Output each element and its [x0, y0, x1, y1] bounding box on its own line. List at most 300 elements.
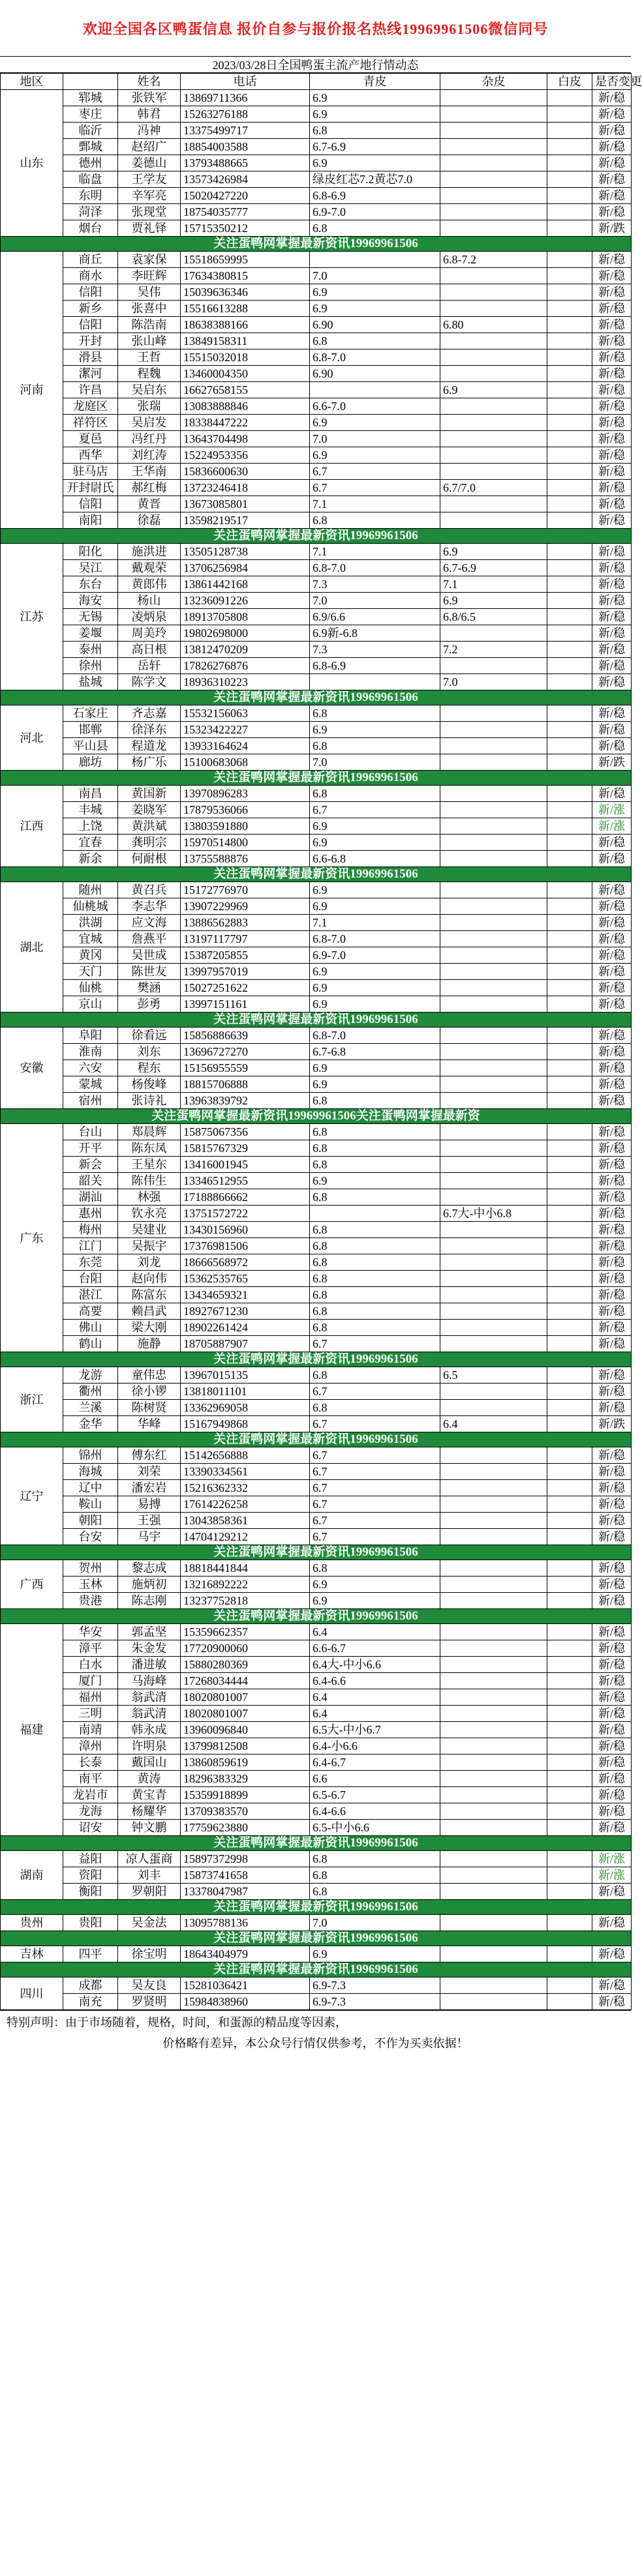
- phone-cell[interactable]: 13860859619: [181, 1754, 310, 1771]
- city-cell: 宜城: [63, 931, 118, 947]
- phone-cell[interactable]: 13362969058: [181, 1400, 310, 1416]
- phone-cell[interactable]: 15518659995: [181, 252, 310, 268]
- phone-cell[interactable]: 18936310223: [181, 674, 310, 690]
- phone-cell[interactable]: 18705887907: [181, 1336, 310, 1352]
- name-cell: 陈志刚: [118, 1593, 181, 1609]
- white-price-cell: [547, 1076, 592, 1093]
- mixed-price-cell: [440, 851, 547, 867]
- section-banner: [1, 771, 632, 786]
- phone-cell[interactable]: 13083888846: [181, 398, 310, 415]
- phone-cell[interactable]: 15715350212: [181, 220, 310, 237]
- table-row: [1, 1624, 632, 1640]
- phone-cell[interactable]: 13970896283: [181, 786, 310, 802]
- city-cell: 夏邑: [63, 431, 118, 447]
- phone-cell[interactable]: 18818441844: [181, 1560, 310, 1577]
- white-price-cell: [547, 851, 592, 867]
- mixed-price-cell: [440, 415, 547, 431]
- name-cell: 程道龙: [118, 738, 181, 754]
- white-price-cell: [547, 1738, 592, 1754]
- mixed-price-cell: [440, 1803, 547, 1820]
- table-row: [1, 1640, 632, 1657]
- white-price-cell: [547, 1189, 592, 1206]
- mixed-price-cell: [440, 1593, 547, 1609]
- green-price-cell: 6.7: [310, 1480, 440, 1496]
- phone-cell[interactable]: 15172776970: [181, 882, 310, 898]
- mixed-price-cell: [440, 1303, 547, 1320]
- phone-cell[interactable]: 13598219517: [181, 512, 310, 529]
- col-region: 地区: [1, 74, 63, 90]
- name-cell: 王学友: [118, 171, 181, 188]
- phone-cell[interactable]: 18020801007: [181, 1706, 310, 1722]
- phone-cell[interactable]: 15027251622: [181, 980, 310, 996]
- white-price-cell: [547, 1977, 592, 1994]
- region-cell: 江苏: [1, 544, 63, 690]
- table-row: [1, 802, 632, 818]
- phone-cell[interactable]: 13793488665: [181, 155, 310, 171]
- status-cell: 新/稳: [592, 544, 632, 560]
- phone-cell[interactable]: 17879536066: [181, 802, 310, 818]
- section-banner-text: 关注蛋鸭网掌握最新资讯19969961506: [1, 1432, 632, 1447]
- section-banner-text: 关注蛋鸭网掌握最新资讯19969961506: [1, 867, 632, 882]
- name-cell: 龚明宗: [118, 835, 181, 851]
- city-cell: 朝阳: [63, 1513, 118, 1529]
- region-cell: 湖北: [1, 882, 63, 1013]
- status-cell: 新/稳: [592, 204, 632, 220]
- status-cell: 新/稳: [592, 1884, 632, 1900]
- phone-cell[interactable]: 15875067356: [181, 1124, 310, 1140]
- mixed-price-cell: [440, 722, 547, 738]
- white-price-cell: [547, 252, 592, 268]
- table-row: [1, 1416, 632, 1432]
- phone-cell[interactable]: 15387205855: [181, 947, 310, 964]
- phone-cell[interactable]: 16627658155: [181, 382, 310, 398]
- mixed-price-cell: [440, 1336, 547, 1352]
- name-cell: 徐宝明: [118, 1946, 181, 1962]
- city-cell: 贵阳: [63, 1915, 118, 1931]
- table-row: [1, 1173, 632, 1189]
- phone-cell[interactable]: 13960096840: [181, 1722, 310, 1738]
- mixed-price-cell: [440, 1238, 547, 1254]
- phone-cell[interactable]: 13709383570: [181, 1803, 310, 1820]
- phone-cell[interactable]: 18754035777: [181, 204, 310, 220]
- table-row: [1, 1513, 632, 1529]
- name-cell: 施炳初: [118, 1577, 181, 1593]
- region-cell: 广西: [1, 1560, 63, 1609]
- phone-cell[interactable]: 13799812508: [181, 1738, 310, 1754]
- mixed-price-cell: [440, 268, 547, 284]
- green-price-cell: 6.4-小6.6: [310, 1738, 440, 1754]
- phone-cell[interactable]: 13933164624: [181, 738, 310, 754]
- white-price-cell: [547, 705, 592, 722]
- table-row: [1, 625, 632, 642]
- phone-cell[interactable]: 13237752818: [181, 1593, 310, 1609]
- mixed-price-cell: [440, 1140, 547, 1157]
- city-cell: 诏安: [63, 1820, 118, 1836]
- mixed-price-cell: [440, 1884, 547, 1900]
- mixed-price-cell: [440, 1157, 547, 1173]
- phone-cell[interactable]: 13416001945: [181, 1157, 310, 1173]
- status-cell: 新/稳: [592, 1367, 632, 1384]
- white-price-cell: [547, 464, 592, 480]
- phone-cell[interactable]: 13963839792: [181, 1093, 310, 1109]
- phone-cell[interactable]: 15362535765: [181, 1271, 310, 1287]
- phone-cell[interactable]: 17634380815: [181, 268, 310, 284]
- status-cell: 新/稳: [592, 1624, 632, 1640]
- mixed-price-cell: [440, 1287, 547, 1303]
- status-cell: 新/稳: [592, 1577, 632, 1593]
- city-cell: 益阳: [63, 1851, 118, 1867]
- mixed-price-cell: [440, 931, 547, 947]
- phone-cell[interactable]: 13755588876: [181, 851, 310, 867]
- phone-cell[interactable]: 13643704498: [181, 431, 310, 447]
- phone-cell[interactable]: 13812470209: [181, 642, 310, 658]
- mixed-price-cell: [440, 284, 547, 301]
- phone-cell[interactable]: 13378047987: [181, 1884, 310, 1900]
- table-row: [1, 220, 632, 237]
- region-cell: 广东: [1, 1124, 63, 1352]
- status-cell: 新/稳: [592, 155, 632, 171]
- white-price-cell: [547, 1640, 592, 1657]
- mixed-price-cell: [440, 1560, 547, 1577]
- name-cell: 贾礼铎: [118, 220, 181, 237]
- phone-cell[interactable]: 15359918899: [181, 1787, 310, 1803]
- phone-cell[interactable]: 15359662357: [181, 1624, 310, 1640]
- phone-cell[interactable]: 13861442168: [181, 576, 310, 593]
- phone-cell[interactable]: 13751572722: [181, 1206, 310, 1222]
- city-cell: 龙庭区: [63, 398, 118, 415]
- table-row: [1, 851, 632, 867]
- phone-cell[interactable]: 13967015135: [181, 1367, 310, 1384]
- city-cell: 东明: [63, 188, 118, 204]
- status-cell: 新/稳: [592, 1657, 632, 1673]
- phone-cell[interactable]: 18020801007: [181, 1689, 310, 1706]
- status-cell: 新/稳: [592, 480, 632, 496]
- green-price-cell: 6.9新-6.8: [310, 625, 440, 642]
- phone-cell[interactable]: 13460004350: [181, 366, 310, 382]
- phone-cell[interactable]: 15897372998: [181, 1851, 310, 1867]
- phone-cell[interactable]: 13706256984: [181, 560, 310, 576]
- phone-cell[interactable]: 18338447222: [181, 415, 310, 431]
- phone-cell[interactable]: 13375499717: [181, 123, 310, 139]
- name-cell: 赖昌武: [118, 1303, 181, 1320]
- table-row: [1, 512, 632, 529]
- table-row: [1, 1722, 632, 1738]
- phone-cell[interactable]: 18815706888: [181, 1076, 310, 1093]
- phone-cell[interactable]: 13236091226: [181, 593, 310, 609]
- phone-cell[interactable]: 13696727270: [181, 1044, 310, 1060]
- white-price-cell: [547, 609, 592, 625]
- green-price-cell: 6.9: [310, 284, 440, 301]
- status-cell: 新/稳: [592, 1028, 632, 1044]
- phone-cell[interactable]: 15156955559: [181, 1060, 310, 1076]
- white-price-cell: [547, 1529, 592, 1545]
- table-row: [1, 1320, 632, 1336]
- phone-cell[interactable]: 13886562883: [181, 915, 310, 931]
- table-row: [1, 1560, 632, 1577]
- phone-cell[interactable]: 14704129212: [181, 1529, 310, 1545]
- table-row: [1, 1915, 632, 1931]
- name-cell: 郑晨辉: [118, 1124, 181, 1140]
- phone-cell[interactable]: 18638388166: [181, 317, 310, 333]
- section-banner: [1, 1609, 632, 1624]
- phone-cell[interactable]: 15984838960: [181, 1994, 310, 2010]
- phone-cell[interactable]: 15216362332: [181, 1480, 310, 1496]
- phone-cell[interactable]: 15039636346: [181, 284, 310, 301]
- status-cell: 新/稳: [592, 333, 632, 349]
- city-cell: 龙岩市: [63, 1787, 118, 1803]
- green-price-cell: 6.9: [310, 1060, 440, 1076]
- city-cell: 姜堰: [63, 625, 118, 642]
- green-price-cell: 6.9: [310, 415, 440, 431]
- status-cell: 新/稳: [592, 1496, 632, 1513]
- phone-cell[interactable]: 13390334561: [181, 1464, 310, 1480]
- mixed-price-cell: 7.1: [440, 576, 547, 593]
- table-row: [1, 317, 632, 333]
- city-cell: 随州: [63, 882, 118, 898]
- name-cell: 黄宝青: [118, 1787, 181, 1803]
- phone-cell[interactable]: 15281036421: [181, 1977, 310, 1994]
- phone-cell[interactable]: 15515032018: [181, 349, 310, 366]
- green-price-cell: 6.8: [310, 1851, 440, 1867]
- green-price-cell: 6.8: [310, 786, 440, 802]
- phone-cell[interactable]: 15142656888: [181, 1447, 310, 1464]
- name-cell: 刘丰: [118, 1867, 181, 1884]
- phone-cell[interactable]: 18854003588: [181, 139, 310, 155]
- green-price-cell: 7.3: [310, 642, 440, 658]
- region-cell: 河南: [1, 252, 63, 529]
- status-cell: 新/稳: [592, 642, 632, 658]
- section-banner-text: 关注蛋鸭网掌握最新资讯19969961506: [1, 1962, 632, 1977]
- status-cell: 新/稳: [592, 738, 632, 754]
- phone-cell[interactable]: 18913705808: [181, 609, 310, 625]
- mixed-price-cell: [440, 705, 547, 722]
- mixed-price-cell: [440, 1787, 547, 1803]
- phone-cell[interactable]: 13095788136: [181, 1915, 310, 1931]
- phone-cell[interactable]: 13216892222: [181, 1577, 310, 1593]
- city-cell: 鄄城: [63, 139, 118, 155]
- mixed-price-cell: [440, 90, 547, 106]
- table-row: [1, 398, 632, 415]
- green-price-cell: 6.8-7.0: [310, 1028, 440, 1044]
- table-row: [1, 1851, 632, 1867]
- phone-cell[interactable]: 13197117797: [181, 931, 310, 947]
- status-cell: 新/稳: [592, 1384, 632, 1400]
- city-cell: 漳平: [63, 1640, 118, 1657]
- phone-cell[interactable]: 13723246418: [181, 480, 310, 496]
- phone-cell[interactable]: 17268034444: [181, 1673, 310, 1689]
- table-row: [1, 1384, 632, 1400]
- city-cell: 金华: [63, 1416, 118, 1432]
- phone-cell[interactable]: 17759623880: [181, 1820, 310, 1836]
- table-row: [1, 1529, 632, 1545]
- table-row: [1, 90, 632, 106]
- table-row: [1, 1044, 632, 1060]
- phone-cell[interactable]: 15880280369: [181, 1657, 310, 1673]
- phone-cell[interactable]: 18902261424: [181, 1320, 310, 1336]
- phone-cell[interactable]: 13997957019: [181, 964, 310, 980]
- phone-cell[interactable]: 18296383329: [181, 1771, 310, 1787]
- phone-cell[interactable]: 13818011101: [181, 1384, 310, 1400]
- white-price-cell: [547, 382, 592, 398]
- phone-cell[interactable]: 13849158311: [181, 333, 310, 349]
- name-cell: 张铁军: [118, 90, 181, 106]
- name-cell: 王星东: [118, 1157, 181, 1173]
- city-cell: 蒙城: [63, 1076, 118, 1093]
- name-cell: 黄涛: [118, 1771, 181, 1787]
- status-cell: 新/稳: [592, 1400, 632, 1416]
- phone-cell[interactable]: 13346512955: [181, 1173, 310, 1189]
- status-cell: 新/稳: [592, 996, 632, 1013]
- status-cell: 新/稳: [592, 1238, 632, 1254]
- green-price-cell: 6.7: [310, 1464, 440, 1480]
- green-price-cell: [310, 252, 440, 268]
- phone-cell[interactable]: 15873741658: [181, 1867, 310, 1884]
- name-cell: 陈东凤: [118, 1140, 181, 1157]
- phone-cell[interactable]: 19802698000: [181, 625, 310, 642]
- status-cell: 新/稳: [592, 609, 632, 625]
- phone-cell[interactable]: 15970514800: [181, 835, 310, 851]
- green-price-cell: 6.8-6.9: [310, 658, 440, 674]
- status-cell: 新/稳: [592, 447, 632, 464]
- mixed-price-cell: [440, 447, 547, 464]
- green-price-cell: 6.7-6.9: [310, 139, 440, 155]
- green-price-cell: 6.7: [310, 480, 440, 496]
- city-cell: 商丘: [63, 252, 118, 268]
- phone-cell[interactable]: 13869711366: [181, 90, 310, 106]
- phone-cell[interactable]: 17614226258: [181, 1496, 310, 1513]
- header-banner: [0, 0, 631, 57]
- green-price-cell: 6.8: [310, 220, 440, 237]
- phone-cell[interactable]: 15836600630: [181, 464, 310, 480]
- footer-line-1: 特别声明：由于市场随着，规格，时间，和蛋源的精品度等因素，: [7, 2016, 347, 2029]
- phone-cell[interactable]: 13907229969: [181, 898, 310, 915]
- table-row: [1, 1189, 632, 1206]
- table-row: [1, 382, 632, 398]
- phone-cell[interactable]: 15100683068: [181, 754, 310, 771]
- white-price-cell: [547, 1173, 592, 1189]
- white-price-cell: [547, 1336, 592, 1352]
- green-price-cell: 6.9: [310, 447, 440, 464]
- phone-cell[interactable]: 13673085801: [181, 496, 310, 512]
- city-cell: 东莞: [63, 1254, 118, 1271]
- name-cell: 张诗礼: [118, 1093, 181, 1109]
- city-cell: 新乡: [63, 301, 118, 317]
- phone-cell[interactable]: 18666568972: [181, 1254, 310, 1271]
- table-row: [1, 674, 632, 690]
- green-price-cell: 6.9: [310, 882, 440, 898]
- region-cell: 辽宁: [1, 1447, 63, 1545]
- table-row: [1, 1689, 632, 1706]
- green-price-cell: 6.9-7.0: [310, 947, 440, 964]
- phone-cell[interactable]: 18927671230: [181, 1303, 310, 1320]
- green-price-cell: [310, 1206, 440, 1222]
- city-cell: 成都: [63, 1977, 118, 1994]
- green-price-cell: 绿皮红芯7.2黄芯7.0: [310, 171, 440, 188]
- section-banner-text: 关注蛋鸭网掌握最新资讯19969961506: [1, 1545, 632, 1560]
- status-cell: 新/稳: [592, 512, 632, 529]
- section-banner-text: 关注蛋鸭网掌握最新资讯19969961506: [1, 1931, 632, 1946]
- city-cell: 龙游: [63, 1367, 118, 1384]
- phone-cell[interactable]: 13997151161: [181, 996, 310, 1013]
- phone-cell[interactable]: 17826276876: [181, 658, 310, 674]
- white-price-cell: [547, 1222, 592, 1238]
- name-cell: 翁武清: [118, 1689, 181, 1706]
- green-price-cell: 7.0: [310, 1915, 440, 1931]
- phone-cell[interactable]: 17720900060: [181, 1640, 310, 1657]
- phone-cell[interactable]: 13434659321: [181, 1287, 310, 1303]
- phone-cell[interactable]: 13043858361: [181, 1513, 310, 1529]
- phone-cell[interactable]: 15020427220: [181, 188, 310, 204]
- status-cell: 新/稳: [592, 382, 632, 398]
- section-banner: [1, 867, 632, 882]
- phone-cell[interactable]: 15516613288: [181, 301, 310, 317]
- phone-cell[interactable]: 15815767329: [181, 1140, 310, 1157]
- green-price-cell: 6.9: [310, 1173, 440, 1189]
- phone-cell[interactable]: 13430156960: [181, 1222, 310, 1238]
- city-cell: 德州: [63, 155, 118, 171]
- mixed-price-cell: [440, 1320, 547, 1336]
- status-cell: 新/稳: [592, 268, 632, 284]
- status-cell: 新/稳: [592, 106, 632, 123]
- table-row: [1, 915, 632, 931]
- table-row: [1, 705, 632, 722]
- phone-cell[interactable]: 15224953356: [181, 447, 310, 464]
- white-price-cell: [547, 1593, 592, 1609]
- phone-cell[interactable]: 15167949868: [181, 1416, 310, 1432]
- name-cell: 赵绍广: [118, 139, 181, 155]
- mixed-price-cell: [440, 754, 547, 771]
- city-cell: 淮南: [63, 1044, 118, 1060]
- mixed-price-cell: 6.80: [440, 317, 547, 333]
- phone-cell[interactable]: 17188866662: [181, 1189, 310, 1206]
- phone-cell[interactable]: 18643404979: [181, 1946, 310, 1962]
- name-cell: 郝红梅: [118, 480, 181, 496]
- name-cell: 张现堂: [118, 204, 181, 220]
- region-cell: 福建: [1, 1624, 63, 1836]
- mixed-price-cell: [440, 188, 547, 204]
- name-cell: 钟文鹏: [118, 1820, 181, 1836]
- status-cell: 新/稳: [592, 835, 632, 851]
- green-price-cell: 6.8: [310, 512, 440, 529]
- phone-cell[interactable]: 15263276188: [181, 106, 310, 123]
- mixed-price-cell: 6.9: [440, 544, 547, 560]
- phone-cell[interactable]: 17376981506: [181, 1238, 310, 1254]
- mixed-price-cell: [440, 1722, 547, 1738]
- phone-cell[interactable]: 13573426984: [181, 171, 310, 188]
- white-price-cell: [547, 1124, 592, 1140]
- phone-cell[interactable]: 15532156063: [181, 705, 310, 722]
- phone-cell[interactable]: 15856886639: [181, 1028, 310, 1044]
- phone-cell[interactable]: 13505128738: [181, 544, 310, 560]
- mixed-price-cell: [440, 1673, 547, 1689]
- table-row: [1, 1803, 632, 1820]
- status-cell: 新/稳: [592, 1915, 632, 1931]
- city-cell: 许昌: [63, 382, 118, 398]
- name-cell: 陈富东: [118, 1287, 181, 1303]
- green-price-cell: 6.7: [310, 1416, 440, 1432]
- phone-cell[interactable]: 15323422227: [181, 722, 310, 738]
- status-cell: 新/稳: [592, 1994, 632, 2010]
- city-cell: 四平: [63, 1946, 118, 1962]
- section-banner-text: 关注蛋鸭网掌握最新资讯19969961506: [1, 690, 632, 705]
- status-cell: 新/稳: [592, 1044, 632, 1060]
- green-price-cell: 6.8: [310, 1303, 440, 1320]
- name-cell: 韩永成: [118, 1722, 181, 1738]
- name-cell: 施静: [118, 1336, 181, 1352]
- green-price-cell: 7.0: [310, 754, 440, 771]
- phone-cell[interactable]: 13803591880: [181, 818, 310, 835]
- white-price-cell: [547, 284, 592, 301]
